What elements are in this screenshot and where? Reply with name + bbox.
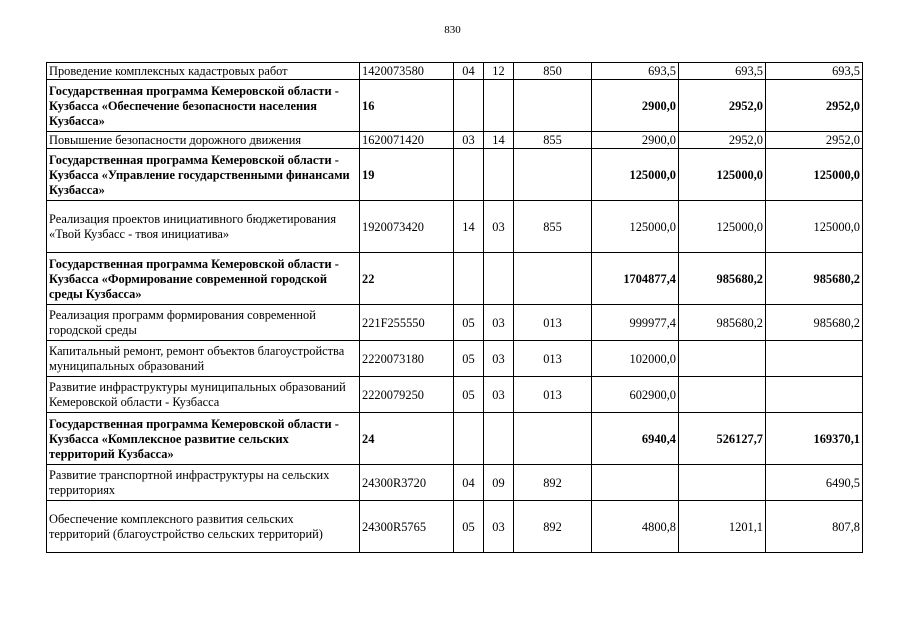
cell-program-name: Обеспечение комплексного развития сельских территорий (благоустройство сельских территорий) — [47, 501, 360, 553]
table-row — [47, 305, 863, 341]
cell-program-name: Государственная программа Кемеровской области - Кузбасса «Формирование современной городской среды Кузбасса» — [47, 253, 360, 305]
cell-subsection: 12 — [484, 63, 514, 80]
cell-section: 05 — [454, 501, 484, 553]
cell-section: 14 — [454, 201, 484, 253]
cell-amount-year-2: 985680,2 — [679, 253, 766, 305]
program-row — [47, 149, 863, 201]
cell-section — [454, 149, 484, 201]
cell-amount-year-3 — [766, 341, 863, 377]
cell-program-name: Капитальный ремонт, ремонт объектов благоустройства муниципальных образований — [47, 341, 360, 377]
cell-amount-year-2: 125000,0 — [679, 201, 766, 253]
cell-amount-year-2: 985680,2 — [679, 305, 766, 341]
cell-amount-year-3: 125000,0 — [766, 201, 863, 253]
cell-amount-year-3 — [766, 377, 863, 413]
cell-amount-year-1 — [592, 465, 679, 501]
cell-expense-type: 013 — [514, 341, 592, 377]
cell-amount-year-2: 1201,1 — [679, 501, 766, 553]
budget-table — [46, 62, 863, 553]
cell-expense-type: 855 — [514, 201, 592, 253]
cell-amount-year-1: 4800,8 — [592, 501, 679, 553]
cell-target-code: 1920073420 — [360, 201, 454, 253]
cell-amount-year-2 — [679, 377, 766, 413]
cell-amount-year-1: 6940,4 — [592, 413, 679, 465]
cell-program-name: Проведение комплексных кадастровых работ — [47, 63, 360, 80]
cell-amount-year-2 — [679, 465, 766, 501]
table-row — [47, 341, 863, 377]
cell-subsection: 03 — [484, 201, 514, 253]
cell-section: 03 — [454, 132, 484, 149]
cell-expense-type: 013 — [514, 377, 592, 413]
cell-target-code: 24300R5765 — [360, 501, 454, 553]
cell-program-name: Развитие транспортной инфраструктуры на сельских территориях — [47, 465, 360, 501]
cell-amount-year-3: 2952,0 — [766, 132, 863, 149]
table-row — [47, 132, 863, 149]
cell-section — [454, 253, 484, 305]
cell-subsection: 14 — [484, 132, 514, 149]
cell-expense-type: 892 — [514, 465, 592, 501]
cell-target-code: 19 — [360, 149, 454, 201]
cell-amount-year-2: 2952,0 — [679, 80, 766, 132]
cell-program-name: Реализация проектов инициативного бюджетирования «Твой Кузбасс - твоя инициатива» — [47, 201, 360, 253]
cell-target-code: 221F255550 — [360, 305, 454, 341]
cell-target-code: 22 — [360, 253, 454, 305]
cell-subsection: 03 — [484, 501, 514, 553]
cell-expense-type: 892 — [514, 501, 592, 553]
cell-program-name: Государственная программа Кемеровской области - Кузбасса «Обеспечение безопасности населения Кузбасса» — [47, 80, 360, 132]
cell-amount-year-3: 169370,1 — [766, 413, 863, 465]
cell-amount-year-3: 6490,5 — [766, 465, 863, 501]
cell-amount-year-3: 807,8 — [766, 501, 863, 553]
table-row — [47, 377, 863, 413]
table-row — [47, 201, 863, 253]
cell-expense-type — [514, 149, 592, 201]
cell-amount-year-1: 999977,4 — [592, 305, 679, 341]
program-row — [47, 80, 863, 132]
cell-amount-year-2: 2952,0 — [679, 132, 766, 149]
table-row — [47, 63, 863, 80]
cell-section: 05 — [454, 341, 484, 377]
cell-section: 05 — [454, 377, 484, 413]
cell-amount-year-2: 526127,7 — [679, 413, 766, 465]
cell-target-code: 24300R3720 — [360, 465, 454, 501]
cell-amount-year-2: 125000,0 — [679, 149, 766, 201]
cell-amount-year-3: 125000,0 — [766, 149, 863, 201]
cell-amount-year-3: 2952,0 — [766, 80, 863, 132]
cell-subsection: 09 — [484, 465, 514, 501]
cell-program-name: Реализация программ формирования современной городской среды — [47, 305, 360, 341]
cell-amount-year-3: 985680,2 — [766, 305, 863, 341]
cell-target-code: 1620071420 — [360, 132, 454, 149]
cell-amount-year-1: 1704877,4 — [592, 253, 679, 305]
cell-expense-type: 013 — [514, 305, 592, 341]
cell-target-code: 2220079250 — [360, 377, 454, 413]
cell-amount-year-1: 2900,0 — [592, 80, 679, 132]
cell-target-code: 1420073580 — [360, 63, 454, 80]
cell-target-code: 16 — [360, 80, 454, 132]
cell-section: 04 — [454, 465, 484, 501]
cell-subsection: 03 — [484, 341, 514, 377]
cell-expense-type — [514, 80, 592, 132]
cell-expense-type: 855 — [514, 132, 592, 149]
cell-target-code: 24 — [360, 413, 454, 465]
table-row — [47, 465, 863, 501]
table-body — [47, 63, 863, 553]
cell-program-name: Государственная программа Кемеровской области - Кузбасса «Управление государственными финансами Кузбасса» — [47, 149, 360, 201]
cell-program-name: Развитие инфраструктуры муниципальных образований Кемеровской области - Кузбасса — [47, 377, 360, 413]
cell-program-name: Повышение безопасности дорожного движения — [47, 132, 360, 149]
page-number: 830 — [444, 24, 461, 36]
cell-subsection — [484, 149, 514, 201]
cell-expense-type: 850 — [514, 63, 592, 80]
program-row — [47, 253, 863, 305]
cell-section — [454, 413, 484, 465]
table-row — [47, 501, 863, 553]
cell-subsection — [484, 80, 514, 132]
cell-program-name: Государственная программа Кемеровской области - Кузбасса «Комплексное развитие сельских территорий Кузбасса» — [47, 413, 360, 465]
cell-amount-year-1: 125000,0 — [592, 201, 679, 253]
cell-target-code: 2220073180 — [360, 341, 454, 377]
cell-expense-type — [514, 413, 592, 465]
cell-amount-year-1: 102000,0 — [592, 341, 679, 377]
cell-amount-year-3: 693,5 — [766, 63, 863, 80]
cell-subsection — [484, 413, 514, 465]
cell-amount-year-1: 2900,0 — [592, 132, 679, 149]
cell-amount-year-1: 125000,0 — [592, 149, 679, 201]
program-row — [47, 413, 863, 465]
cell-section: 05 — [454, 305, 484, 341]
cell-amount-year-1: 602900,0 — [592, 377, 679, 413]
cell-section — [454, 80, 484, 132]
cell-amount-year-2 — [679, 341, 766, 377]
cell-subsection — [484, 253, 514, 305]
cell-subsection: 03 — [484, 305, 514, 341]
cell-amount-year-3: 985680,2 — [766, 253, 863, 305]
cell-subsection: 03 — [484, 377, 514, 413]
cell-section: 04 — [454, 63, 484, 80]
cell-amount-year-1: 693,5 — [592, 63, 679, 80]
cell-amount-year-2: 693,5 — [679, 63, 766, 80]
cell-expense-type — [514, 253, 592, 305]
